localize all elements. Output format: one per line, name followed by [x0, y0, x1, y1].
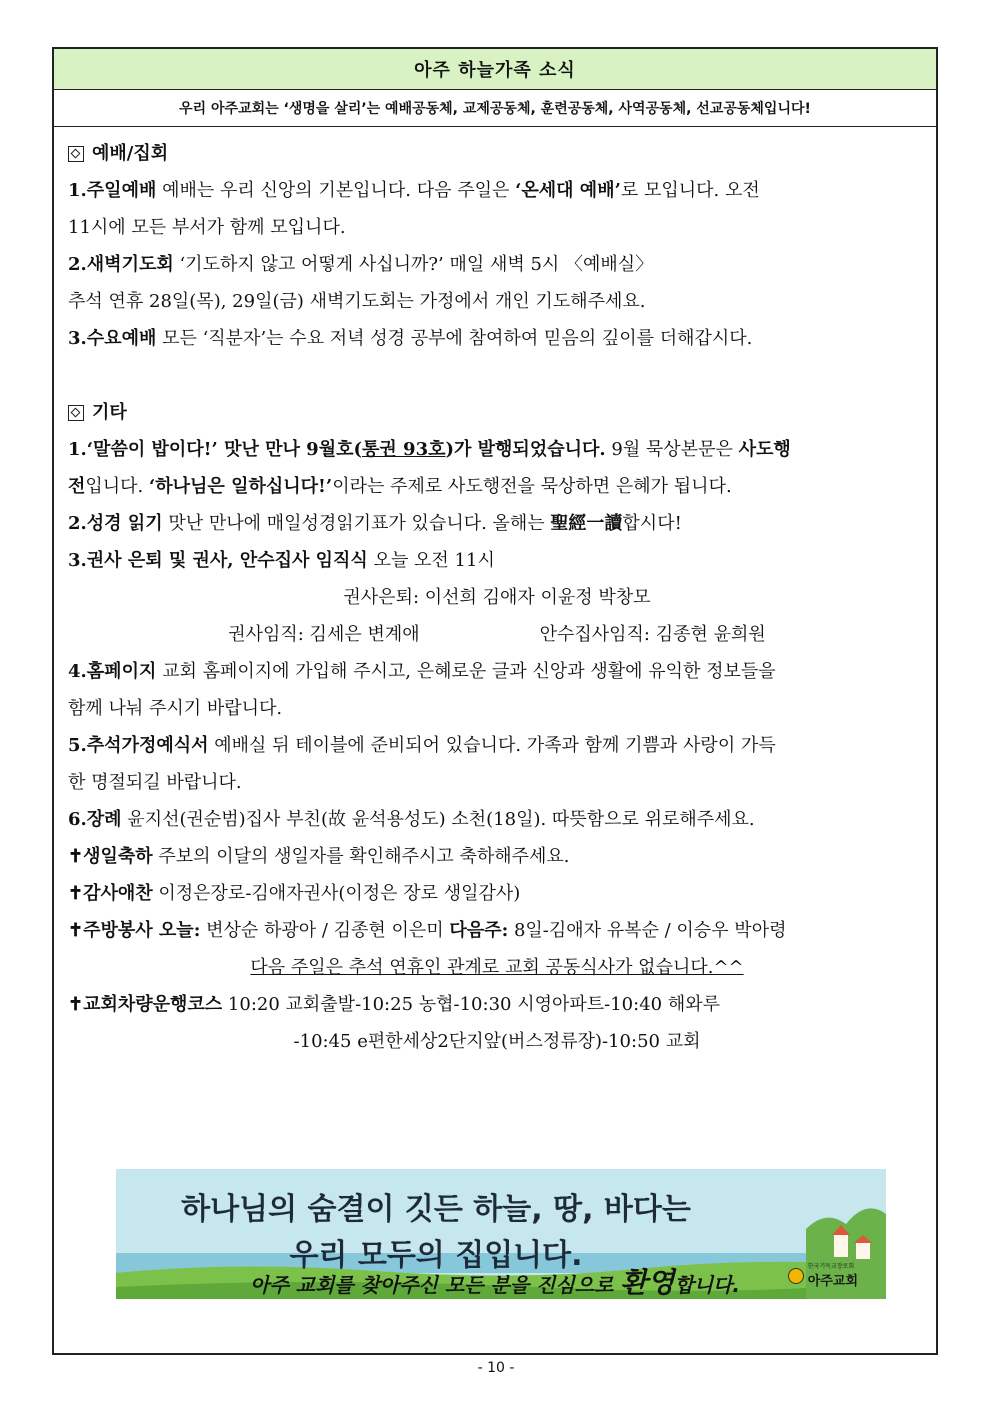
- kitchen-item: ✝주방봉사 오늘: 변상순 하광아 / 김종현 이은미 다음주: 8일-김애자 유복순 / 이승우 박아령: [68, 920, 787, 941]
- birthday-item: ✝생일축하 주보의 이달의 생일자를 확인해주시고 축하해주세요.: [68, 846, 570, 867]
- etc-item-1-cont: 전입니다. ‘하나님은 일하십니다!’이라는 주제로 사도행전을 묵상하면 은혜가 됩니다.: [68, 476, 732, 497]
- etc-item-4: 4.홈페이지 교회 홈페이지에 가입해 주시고, 은혜로운 글과 신앙과 생활에 유익한 정보들을: [68, 661, 776, 682]
- diamond-box-icon: [68, 146, 84, 162]
- retirement-list: 권사은퇴: 이선희 김애자 이윤정 박창모: [343, 587, 651, 608]
- cross-icon: ✝: [68, 846, 84, 867]
- ordination-list: [68, 616, 926, 653]
- meal-note: 다음 주일은 추석 연휴인 관계로 교회 공동식사가 없습니다.^^: [250, 957, 744, 978]
- etc-item-3: 3.권사 은퇴 및 권사, 안수집사 임직식 오늘 오전 11시: [68, 550, 495, 571]
- worship-heading: 예배/집회: [68, 135, 926, 172]
- etc-item-6: 6.장례 윤지선(권순범)집사 부친(故 윤석용성도) 소천(18일). 따뜻함으로 위로해주세요.: [68, 809, 755, 830]
- notice-frame: [52, 47, 938, 1355]
- deacon-ordination: 안수집사임직: 김종현 윤희원: [539, 624, 766, 645]
- cross-icon: ✝: [68, 994, 84, 1015]
- etc-heading: 기타: [68, 394, 926, 431]
- etc-item-2: 2.성경 읽기 맛난 만나에 매일성경읽기표가 있습니다. 올해는 聖經一讀합시다!: [68, 513, 682, 534]
- worship-item-1-cont: 11시에 모든 부서가 함께 모입니다.: [68, 217, 346, 238]
- section-spacer: [68, 357, 926, 394]
- notice-content: [54, 127, 936, 1060]
- church-motto: 우리 아주교회는 ‘생명을 살리’는 예배공동체, 교제공동체, 훈련공동체, 사역공동체, 선교공동체입니다!: [54, 90, 936, 127]
- worship-item-2: 2.새벽기도회 ‘기도하지 않고 어떻게 사십니까?’ 매일 새벽 5시 〈예배실〉: [68, 254, 654, 275]
- worship-item-2-cont: 추석 연휴 28일(목), 29일(금) 새벽기도회는 가정에서 개인 기도해주세요.: [68, 291, 646, 312]
- church-logo: 한국기독교장로회 아주교회: [788, 1263, 858, 1289]
- page-title: 아주 하늘가족 소식: [54, 49, 936, 90]
- page-number: - 10 -: [477, 1360, 515, 1376]
- thanksgiving-item: ✝감사애찬 이정은장로-김애자권사(이정은 장로 생일감사): [68, 883, 521, 904]
- welcome-message: 아주 교회를 찾아주신 모든 분을 진심으로 환영합니다.: [250, 1266, 740, 1299]
- etc-item-1: 1.‘말씀이 밥이다!’ 맛난 만나 9월호(통권 93호)가 발행되었습니다. 9월 묵상본문은 사도행: [68, 439, 791, 460]
- etc-item-4-cont: 함께 나눠 주시기 바랍니다.: [68, 698, 283, 719]
- cross-icon: ✝: [68, 920, 84, 941]
- cross-icon: ✝: [68, 883, 84, 904]
- worship-item-3: 3.수요예배 모든 ‘직분자’는 수요 저녁 성경 공부에 참여하여 믿음의 깊이를 더해갑시다.: [68, 328, 753, 349]
- worship-item-1: 1.주일예배 예배는 우리 신앙의 기본입니다. 다음 주일은 ‘온세대 예배’로 모입니다. 오전: [68, 180, 760, 201]
- deaconess-ordination: 권사임직: 김세은 변계애: [228, 624, 420, 645]
- banner-message: 하나님의 숨결이 깃든 하늘, 땅, 바다는 우리 모두의 집입니다.: [181, 1192, 691, 1273]
- diamond-box-icon: [68, 405, 84, 421]
- vehicle-route-cont: -10:45 e편한세상2단지앞(버스정류장)-10:50 교회: [293, 1031, 701, 1052]
- vehicle-route: ✝교회차량운행코스 10:20 교회출발-10:25 농협-10:30 시영아파트-10:40 해와루: [68, 994, 720, 1015]
- etc-item-5-cont: 한 명절되길 바랍니다.: [68, 772, 242, 793]
- etc-item-5: 5.추석가정예식서 예배실 뒤 테이블에 준비되어 있습니다. 가족과 함께 기쁨과 사랑이 가득: [68, 735, 776, 756]
